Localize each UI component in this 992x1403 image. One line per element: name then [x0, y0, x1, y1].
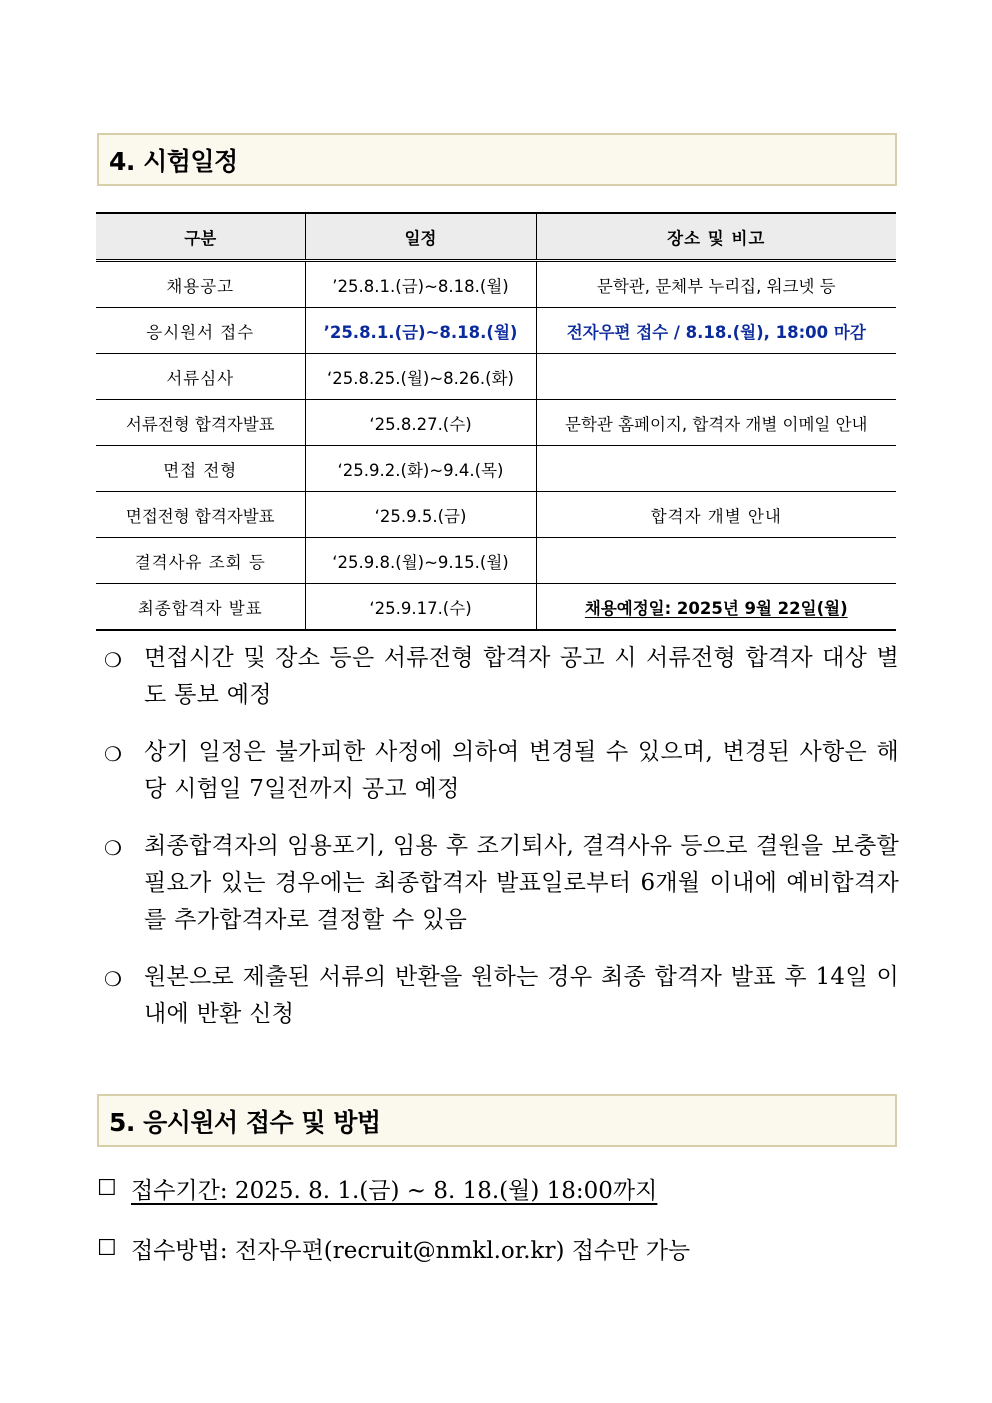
row-schedule: ‘25.9.17.(수)	[305, 584, 536, 631]
row-note	[536, 446, 896, 492]
row-schedule: ’25.8.1.(금)~8.18.(월)	[305, 308, 536, 354]
section-5-header	[97, 1094, 897, 1147]
note-text: 상기 일정은 불가피한 사정에 의하여 변경될 수 있으며, 변경된 사항은 해당 시험일 7일전까지 공고 예정	[144, 739, 899, 802]
table-row	[96, 492, 896, 538]
section-5-title: 5. 응시원서 접수 및 방법	[109, 1107, 381, 1137]
circle-bullet-icon: ❍	[104, 648, 122, 672]
row-schedule: ‘25.9.2.(화)~9.4.(목)	[305, 446, 536, 492]
row-category: 최종합격자 발표	[96, 584, 305, 631]
row-note: 문학관 홈페이지, 합격자 개별 이메일 안내	[536, 400, 896, 446]
table-row	[96, 308, 896, 354]
checkbox-square-icon: ☐	[97, 1176, 117, 1201]
row-schedule: ‘25.9.5.(금)	[305, 492, 536, 538]
row-category: 서류전형 합격자발표	[96, 400, 305, 446]
notes-list	[104, 640, 899, 1053]
table-row	[96, 446, 896, 492]
section-4-header	[97, 133, 897, 186]
row-category: 채용공고	[96, 261, 305, 308]
row-note	[536, 354, 896, 400]
header-place-note: 장소 및 비고	[536, 213, 896, 261]
application-period	[97, 1172, 657, 1205]
note-text: 원본으로 제출된 서류의 반환을 원하는 경우 최종 합격자 발표 후 14일 이내에 반환 신청	[144, 964, 899, 1027]
application-method-text: 접수방법: 전자우편(recruit@nmkl.or.kr) 접수만 가능	[131, 1238, 691, 1264]
table-row	[96, 584, 896, 631]
table-row	[96, 261, 896, 308]
section-4-title: 4. 시험일정	[109, 146, 238, 176]
row-note: 합격자 개별 안내	[536, 492, 896, 538]
table-row	[96, 400, 896, 446]
header-schedule: 일정	[305, 213, 536, 261]
row-category: 서류심사	[96, 354, 305, 400]
row-schedule: ’25.8.1.(금)~8.18.(월)	[305, 261, 536, 308]
application-method	[97, 1232, 690, 1265]
row-schedule: ‘25.8.25.(월)~8.26.(화)	[305, 354, 536, 400]
circle-bullet-icon: ❍	[104, 836, 122, 860]
note-text: 면접시간 및 장소 등은 서류전형 합격자 공고 시 서류전형 합격자 대상 별도 통보 예정	[144, 645, 899, 708]
row-note: 문학관, 문체부 누리집, 워크넷 등	[536, 261, 896, 308]
table-row	[96, 538, 896, 584]
circle-bullet-icon: ❍	[104, 967, 122, 991]
application-period-text: 접수기간: 2025. 8. 1.(금) ~ 8. 18.(월) 18:00까지	[131, 1178, 658, 1204]
circle-bullet-icon: ❍	[104, 742, 122, 766]
row-category: 결격사유 조회 등	[96, 538, 305, 584]
checkbox-square-icon: ☐	[97, 1236, 117, 1261]
list-item	[104, 640, 899, 714]
row-note	[536, 538, 896, 584]
list-item	[104, 959, 899, 1033]
header-category: 구분	[96, 213, 305, 261]
list-item	[104, 734, 899, 808]
note-text: 최종합격자의 임용포기, 임용 후 조기퇴사, 결격사유 등으로 결원을 보충할 필요가 있는 경우에는 최종합격자 발표일로부터 6개월 이내에 예비합격자를 추가합격자로 결정할 수 있음	[144, 833, 899, 933]
row-category: 면접전형 합격자발표	[96, 492, 305, 538]
list-item	[104, 828, 899, 939]
schedule-table	[96, 212, 896, 631]
table-header-row	[96, 213, 896, 261]
row-category: 면접 전형	[96, 446, 305, 492]
row-note: 전자우편 접수 / 8.18.(월), 18:00 마감	[536, 308, 896, 354]
row-category: 응시원서 접수	[96, 308, 305, 354]
row-note: 채용예정일: 2025년 9월 22일(월)	[536, 584, 896, 631]
row-schedule: ‘25.9.8.(월)~9.15.(월)	[305, 538, 536, 584]
row-schedule: ‘25.8.27.(수)	[305, 400, 536, 446]
table-row	[96, 354, 896, 400]
